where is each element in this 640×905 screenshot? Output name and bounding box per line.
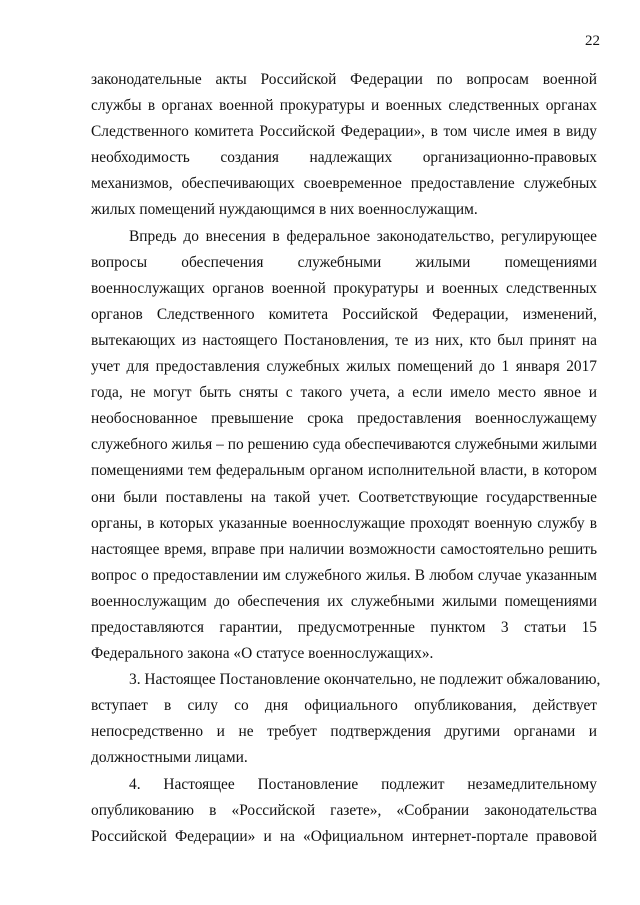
text-line: механизмов, обеспечивающих своевременное предоставление служебных: [91, 175, 597, 193]
text-line: Российской Федерации» и на «Официальном интернет-портале правовой: [91, 827, 597, 845]
paragraph-point-4: [91, 772, 597, 850]
text-line: жилых помещений нуждающимся в них военнослужащим.: [91, 201, 478, 219]
text-line: учет для предоставления служебных жилых помещений до 1 января 2017: [91, 358, 597, 376]
paragraph-point-3: [91, 667, 601, 771]
text-line: настоящее время, вправе при наличии возможности самостоятельно решить: [91, 540, 597, 558]
paragraph-continuation: [91, 67, 597, 224]
text-line: Впредь до внесения в федеральное законодательство, регулирующее: [129, 227, 597, 245]
text-line: военнослужащим до обеспечения их служебными жилыми помещениями: [91, 592, 597, 610]
text-line: года, не могут быть сняты с такого учета, а если имело место явное и: [91, 384, 597, 402]
text-line: должностными лицами.: [91, 749, 248, 767]
paragraph-interim-provision: [91, 224, 597, 668]
text-line: вопросы обеспечения служебными жилыми помещениями: [91, 253, 597, 271]
text-line: законодательные акты Российской Федерации по вопросам военной: [91, 71, 597, 88]
page-number: 22: [585, 33, 600, 49]
text-line: органов Следственного комитета Российской Федерации, изменений,: [91, 305, 597, 323]
text-line: 3. Настоящее Постановление окончательно, не подлежит обжалованию,: [129, 671, 601, 689]
text-line: Следственного комитета Российской Федерации», в том числе имея в виду: [91, 123, 597, 141]
text-line: необходимость создания надлежащих организационно-правовых: [91, 149, 597, 167]
text-line: непосредственно и не требует подтверждения другими органами и: [91, 723, 597, 741]
text-line: необоснованное превышение срока предоставления военнослужащему: [91, 410, 597, 428]
text-line: органы, в которых указанные военнослужащие проходят военную службу в: [91, 514, 597, 532]
text-line: вступает в силу со дня официального опубликования, действует: [91, 697, 597, 715]
text-line: опубликованию в «Российской газете», «Собрании законодательства: [91, 801, 597, 819]
text-line: военнослужащих органов военной прокуратуры и военных следственных: [91, 279, 597, 297]
text-line: предоставляются гарантии, предусмотренные пунктом 3 статьи 15: [91, 618, 597, 636]
text-line: вопрос о предоставлении им служебного жилья. В любом случае указанным: [91, 566, 597, 584]
text-line: служебного жилья – по решению суда обеспечиваются служебными жилыми: [91, 436, 597, 454]
document-body: [91, 67, 601, 850]
text-line: 4. Настоящее Постановление подлежит незамедлительному: [129, 775, 597, 793]
text-line: службы в органах военной прокуратуры и военных следственных органах: [91, 97, 597, 115]
text-line: вытекающих из настоящего Постановления, те из них, кто был принят на: [91, 331, 597, 349]
text-line: Федерального закона «О статусе военнослужащих».: [91, 645, 434, 663]
text-line: они были поставлены на такой учет. Соответствующие государственные: [91, 488, 597, 506]
text-line: помещениями тем федеральным органом исполнительной власти, в котором: [91, 462, 597, 480]
